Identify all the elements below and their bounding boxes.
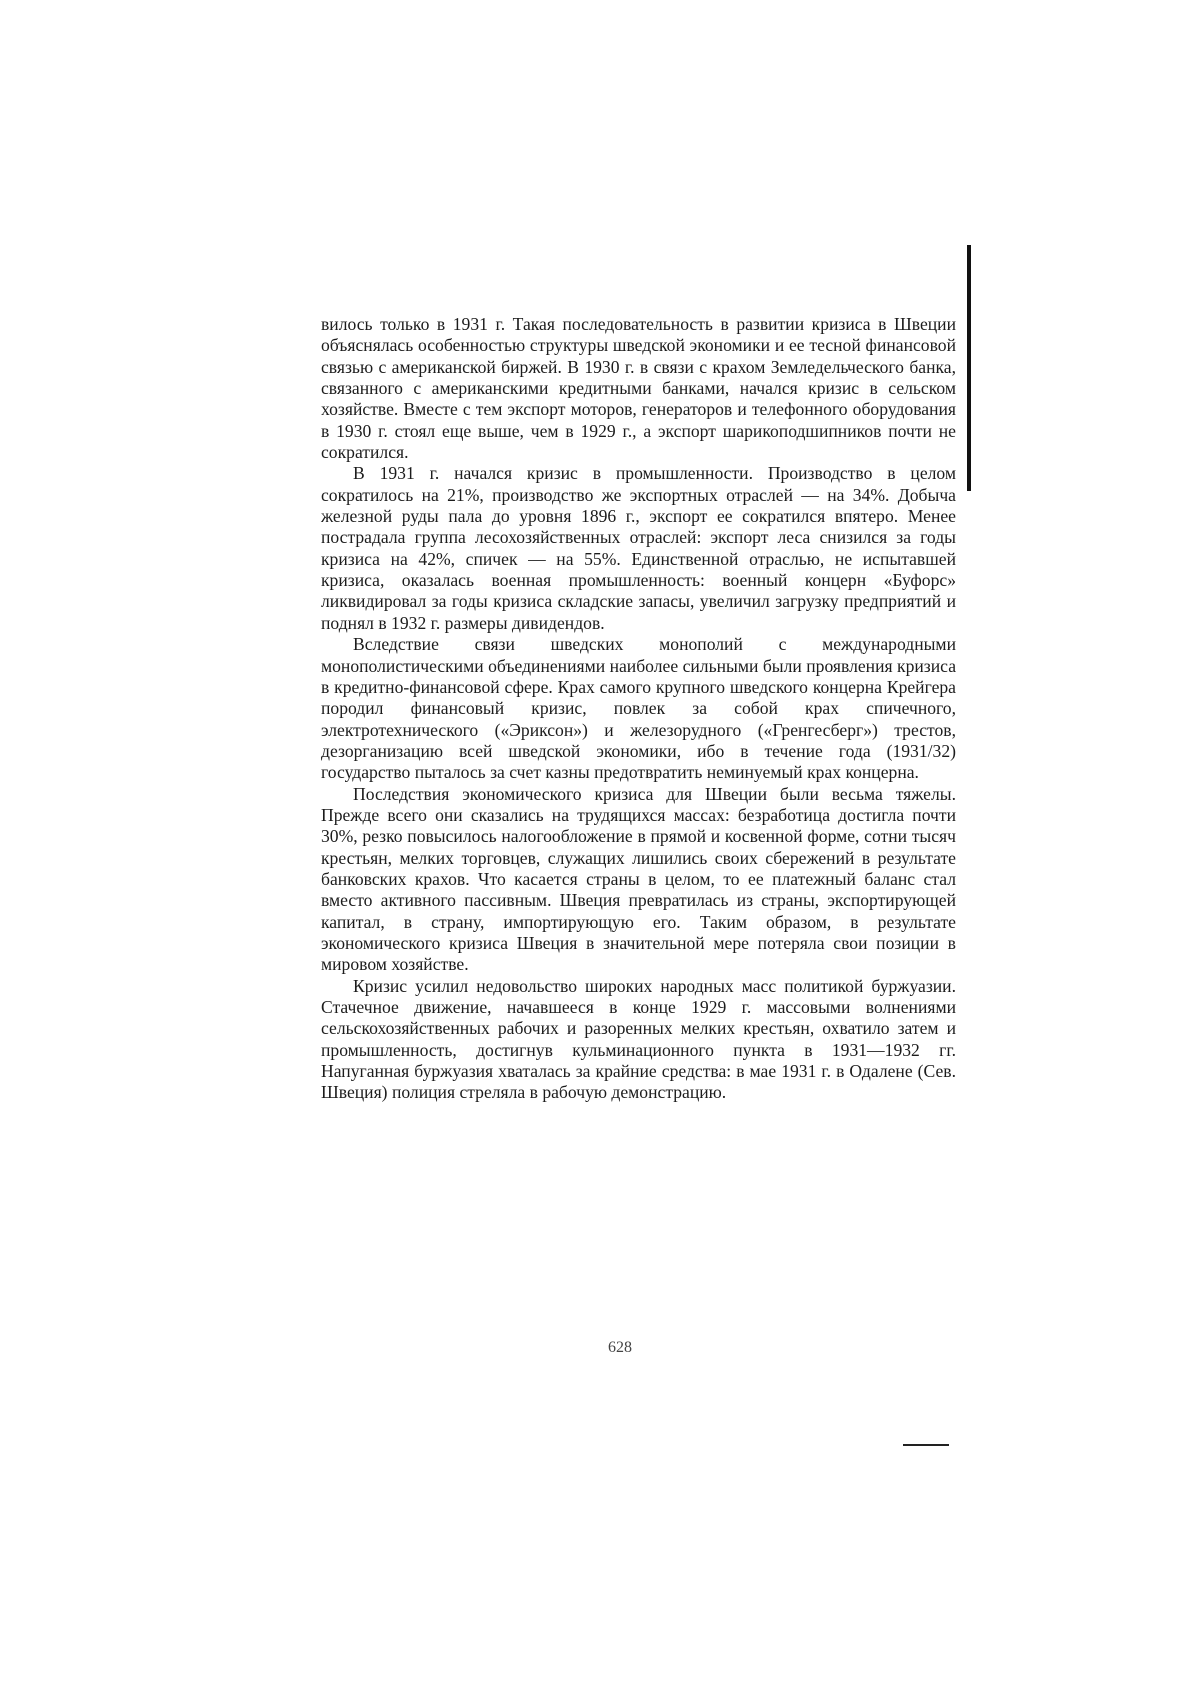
page-number: 628 (608, 1339, 632, 1356)
body-text (321, 314, 956, 1104)
paragraph-2: В 1931 г. начался кризис в промышленности. Производство в целом сократилось на 21%, производство же экспортных отраслей — на 34%. Добыча железной руды пала до уровня 1896 г., экспорт ее сократился впятеро. Менее пострадала группа лесохозяйственных отраслей: экспорт леса снизился за годы кризиса на 42%, спичек — на 55%. Единственной отраслью, не испытавшей кризиса, оказалась военная промышленность: военный концерн «Буфорс» ликвидировал за годы кризиса складские запасы, увеличил загрузку предприятий и поднял в 1932 г. размеры дивидендов. (321, 463, 956, 633)
paragraph-5: Кризис усилил недовольство широких народных масс политикой буржуазии. Стачечное движение, начавшееся в конце 1929 г. массовыми волнениями сельскохозяйственных рабочих и разоренных мелких крестьян, охватило затем и промышленность, достигнув кульминационного пункта в 1931—1932 гг. Напуганная буржуазия хваталась за крайние средства: в мае 1931 г. в Одалене (Сев. Швеция) полиция стреляла в рабочую демонстрацию. (321, 975, 956, 1103)
bottom-rule (903, 1444, 949, 1446)
paragraph-3: Вследствие связи шведских монополий с международными монополистическими объединениями наиболее сильными были проявления кризиса в кредитно-финансовой сфере. Крах самого крупного шведского концерна Крейгера породил финансовый кризис, повлек за собой крах спичечного, электротехнического («Эриксон») и железорудного («Гренгесберг») трестов, дезорганизацию всей шведской экономики, ибо в течение года (1931/32) государство пыталось за счет казны предотвратить неминуемый крах концерна. (321, 634, 956, 783)
margin-scan-bar (967, 245, 971, 491)
paragraph-4: Последствия экономического кризиса для Швеции были весьма тяжелы. Прежде всего они сказались на трудящихся массах: безработица достигла почти 30%, резко повысилось налогообложение в прямой и косвенной форме, сотни тысяч крестьян, мелких торговцев, служащих лишились своих сбережений в результате банковских крахов. Что касается страны в целом, то ее платежный баланс стал вместо активного пассивным. Швеция превратилась из страны, экспортирующей капитал, в страну, импортирующую его. Таким образом, в результате экономического кризиса Швеция в значительной мере потеряла свои позиции в мировом хозяйстве. (321, 783, 956, 975)
paragraph-1: вилось только в 1931 г. Такая последовательность в развитии кризиса в Швеции объяснялась особенностью структуры шведской экономики и ее тесной финансовой связью с американской биржей. В 1930 г. в связи с крахом Земледельческого банка, связанного с американскими кредитными банками, начался кризис в сельском хозяйстве. Вместе с тем экспорт моторов, генераторов и телефонного оборудования в 1930 г. стоял еще выше, чем в 1929 г., а экспорт шарикоподшипников почти не сократился. (321, 314, 956, 463)
